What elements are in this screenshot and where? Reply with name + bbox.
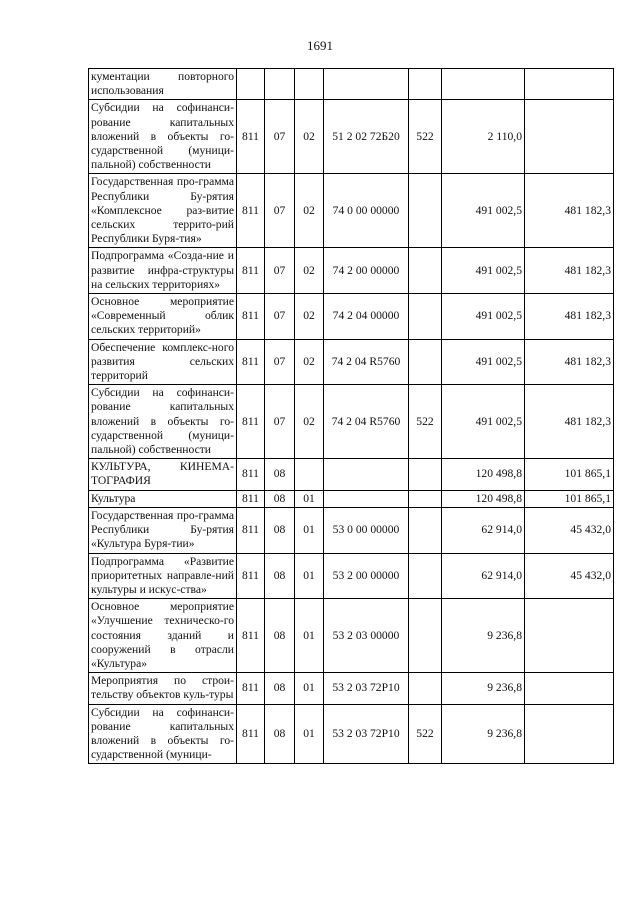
- section-cell: [265, 69, 295, 100]
- table-row: [89, 704, 614, 764]
- section-cell: 08: [265, 673, 295, 704]
- target-article-cell: 53 2 03 72Р10: [324, 704, 409, 764]
- section-cell: 07: [265, 174, 295, 248]
- target-article-cell: [324, 490, 409, 507]
- section-cell: 08: [265, 459, 295, 490]
- target-article-cell: [324, 69, 409, 100]
- table-row: [89, 294, 614, 340]
- subsection-cell: 01: [295, 673, 324, 704]
- subsection-cell: 01: [295, 704, 324, 764]
- row-name-cell: КУЛЬТУРА, КИНЕМА-ТОГРАФИЯ: [89, 459, 237, 490]
- amount-year2-cell: 481 182,3: [525, 385, 614, 459]
- section-cell: 08: [265, 490, 295, 507]
- grbs-cell: [237, 69, 265, 100]
- table-row: [89, 673, 614, 704]
- amount-year1-cell: 2 110,0: [442, 100, 525, 174]
- amount-year2-cell: [525, 704, 614, 764]
- table-row: [89, 339, 614, 385]
- expense-type-cell: [409, 459, 442, 490]
- row-name-cell: Обеспечение комплекс-ного развития сельских территорий: [89, 339, 237, 385]
- table-row: [89, 459, 614, 490]
- target-article-cell: 53 0 00 00000: [324, 507, 409, 553]
- grbs-cell: 811: [237, 704, 265, 764]
- budget-table: [88, 68, 614, 764]
- amount-year2-cell: 481 182,3: [525, 248, 614, 294]
- amount-year1-cell: 491 002,5: [442, 248, 525, 294]
- subsection-cell: 02: [295, 339, 324, 385]
- table-row: [89, 553, 614, 599]
- amount-year1-cell: 491 002,5: [442, 294, 525, 340]
- amount-year1-cell: 9 236,8: [442, 673, 525, 704]
- grbs-cell: 811: [237, 100, 265, 174]
- grbs-cell: 811: [237, 673, 265, 704]
- amount-year1-cell: 62 914,0: [442, 507, 525, 553]
- subsection-cell: [295, 69, 324, 100]
- grbs-cell: 811: [237, 490, 265, 507]
- amount-year1-cell: 9 236,8: [442, 599, 525, 673]
- table-row: [89, 599, 614, 673]
- row-name-cell: Основное мероприятие «Современный облик сельских территорий»: [89, 294, 237, 340]
- grbs-cell: 811: [237, 339, 265, 385]
- amount-year2-cell: 101 865,1: [525, 490, 614, 507]
- amount-year1-cell: 491 002,5: [442, 339, 525, 385]
- table-row: [89, 248, 614, 294]
- row-name-cell: Государственная про-грамма Республики Бу-рятия «Культура Буря-тии»: [89, 507, 237, 553]
- amount-year1-cell: [442, 69, 525, 100]
- subsection-cell: 02: [295, 294, 324, 340]
- row-name-cell: кументации повторного использования: [89, 69, 237, 100]
- subsection-cell: 01: [295, 490, 324, 507]
- grbs-cell: 811: [237, 553, 265, 599]
- target-article-cell: 53 2 03 72Р10: [324, 673, 409, 704]
- amount-year1-cell: 62 914,0: [442, 553, 525, 599]
- expense-type-cell: [409, 490, 442, 507]
- subsection-cell: 01: [295, 507, 324, 553]
- expense-type-cell: 522: [409, 385, 442, 459]
- subsection-cell: 01: [295, 553, 324, 599]
- subsection-cell: 02: [295, 100, 324, 174]
- amount-year1-cell: 491 002,5: [442, 174, 525, 248]
- row-name-cell: Субсидии на софинанси-рование капитальных вложений в объекты го-сударственной (муници-: [89, 704, 237, 764]
- row-name-cell: Мероприятия по строи-тельству объектов куль-туры: [89, 673, 237, 704]
- amount-year2-cell: 481 182,3: [525, 174, 614, 248]
- row-name-cell: Подпрограмма «Развитие приоритетных направле-ний культуры и искус-ства»: [89, 553, 237, 599]
- target-article-cell: 53 2 03 00000: [324, 599, 409, 673]
- amount-year2-cell: 101 865,1: [525, 459, 614, 490]
- amount-year2-cell: 45 432,0: [525, 507, 614, 553]
- amount-year1-cell: 9 236,8: [442, 704, 525, 764]
- expense-type-cell: [409, 69, 442, 100]
- table-row: [89, 507, 614, 553]
- grbs-cell: 811: [237, 459, 265, 490]
- table-body: [89, 69, 614, 764]
- target-article-cell: 74 0 00 00000: [324, 174, 409, 248]
- expense-type-cell: [409, 294, 442, 340]
- target-article-cell: 74 2 00 00000: [324, 248, 409, 294]
- page-number: 1691: [307, 38, 333, 53]
- amount-year2-cell: [525, 69, 614, 100]
- row-name-cell: Субсидии на софинанси-рование капитальных вложений в объекты го-сударственной (муници-пальной) собственности: [89, 100, 237, 174]
- section-cell: 07: [265, 248, 295, 294]
- expense-type-cell: [409, 673, 442, 704]
- amount-year2-cell: 481 182,3: [525, 339, 614, 385]
- expense-type-cell: [409, 174, 442, 248]
- grbs-cell: 811: [237, 507, 265, 553]
- expense-type-cell: [409, 248, 442, 294]
- grbs-cell: 811: [237, 248, 265, 294]
- table-row: [89, 385, 614, 459]
- amount-year2-cell: 481 182,3: [525, 294, 614, 340]
- target-article-cell: 74 2 04 00000: [324, 294, 409, 340]
- amount-year1-cell: 491 002,5: [442, 385, 525, 459]
- grbs-cell: 811: [237, 599, 265, 673]
- section-cell: 07: [265, 339, 295, 385]
- amount-year2-cell: 45 432,0: [525, 553, 614, 599]
- subsection-cell: 02: [295, 174, 324, 248]
- expense-type-cell: [409, 553, 442, 599]
- amount-year2-cell: [525, 673, 614, 704]
- section-cell: 07: [265, 100, 295, 174]
- target-article-cell: 51 2 02 72Б20: [324, 100, 409, 174]
- amount-year1-cell: 120 498,8: [442, 459, 525, 490]
- grbs-cell: 811: [237, 174, 265, 248]
- expense-type-cell: 522: [409, 704, 442, 764]
- row-name-cell: Государственная про-грамма Республики Бу-рятия «Комплексное раз-витие сельских террито-рий Республики Буря-тия»: [89, 174, 237, 248]
- row-name-cell: Основное мероприятие «Улучшение техническо-го состояния зданий и сооружений в отрасли «Культура»: [89, 599, 237, 673]
- target-article-cell: 74 2 04 R5760: [324, 339, 409, 385]
- table-row: [89, 69, 614, 100]
- target-article-cell: 74 2 04 R5760: [324, 385, 409, 459]
- target-article-cell: [324, 459, 409, 490]
- section-cell: 07: [265, 294, 295, 340]
- expense-type-cell: 522: [409, 100, 442, 174]
- section-cell: 08: [265, 553, 295, 599]
- expense-type-cell: [409, 339, 442, 385]
- target-article-cell: 53 2 00 00000: [324, 553, 409, 599]
- section-cell: 08: [265, 507, 295, 553]
- subsection-cell: 01: [295, 599, 324, 673]
- section-cell: 07: [265, 385, 295, 459]
- subsection-cell: 02: [295, 385, 324, 459]
- grbs-cell: 811: [237, 294, 265, 340]
- row-name-cell: Субсидии на софинанси-рование капитальных вложений в объекты го-сударственной (муници-пальной) собственности: [89, 385, 237, 459]
- expense-type-cell: [409, 507, 442, 553]
- row-name-cell: Подпрограмма «Созда-ние и развитие инфра-структуры на сельских территориях»: [89, 248, 237, 294]
- subsection-cell: 02: [295, 248, 324, 294]
- grbs-cell: 811: [237, 385, 265, 459]
- section-cell: 08: [265, 704, 295, 764]
- expense-type-cell: [409, 599, 442, 673]
- row-name-cell: Культура: [89, 490, 237, 507]
- section-cell: 08: [265, 599, 295, 673]
- amount-year2-cell: [525, 599, 614, 673]
- table-row: [89, 490, 614, 507]
- table-row: [89, 174, 614, 248]
- subsection-cell: [295, 459, 324, 490]
- amount-year1-cell: 120 498,8: [442, 490, 525, 507]
- table-row: [89, 100, 614, 174]
- amount-year2-cell: [525, 100, 614, 174]
